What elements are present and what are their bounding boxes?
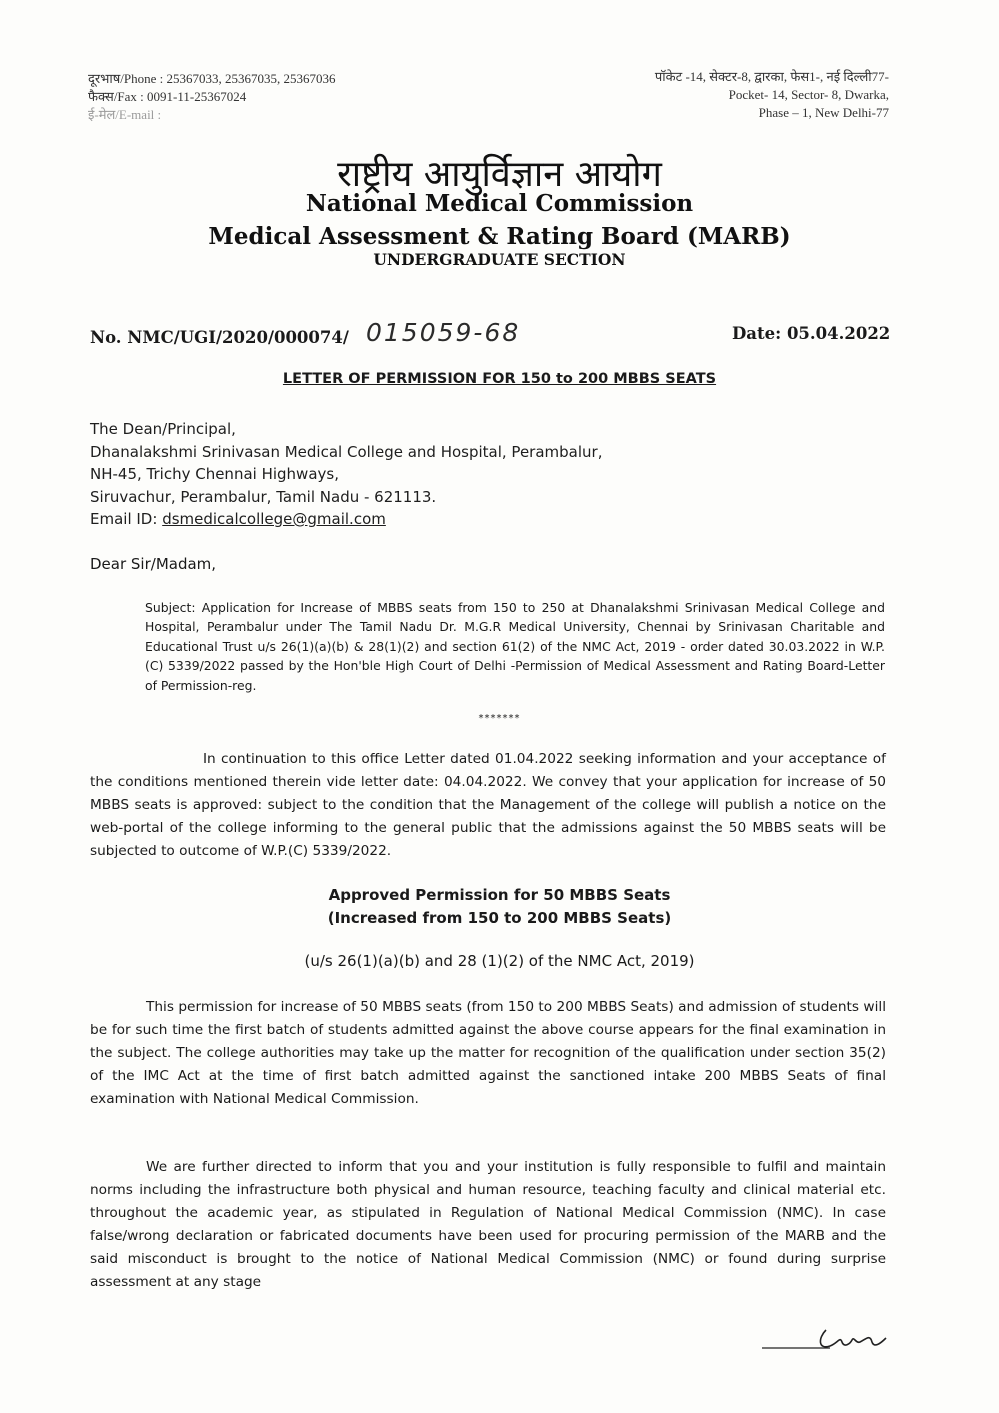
body-paragraph-3: We are further directed to inform that you and your institution is fully responsible to fulfil and maintain norms including the infrastructure both physical and human resource, teaching faculty and clinical material etc. throughout the academic year, as stipulated in Regulation of National Medical Commission (NMC). In case false/wrong declaration or fabricated documents have been used for procuring permission of the MARB and the said misconduct is brought to the notice of National Medical Commission (NMC) or found during surprise assessment at any stage bbox=[90, 1159, 886, 1290]
addressee-email-line bbox=[90, 508, 602, 531]
approved-heading bbox=[0, 884, 999, 930]
header-contact-block bbox=[88, 70, 335, 124]
salutation: Dear Sir/Madam, bbox=[90, 555, 217, 573]
subject-paragraph: Subject: Application for Increase of MBBS seats from 150 to 250 at Dhanalakshmi Srinivasan Medical College and Hospital, Perambalur under The Tamil Nadu Dr. M.G.R Medical University, Chennai by Srinivasan Charitable and Educational Trust u/s 26(1)(a)(b) & 28(1)(2) and section 61(2) of the NMC Act, 2019 - order dated 30.03.2022 in W.P.(C) 5339/2022 passed by the Hon'ble High Court of Delhi -Permission of Medical Assessment and Rating Board-Letter of Permission-reg. bbox=[145, 600, 885, 693]
board-name: Medical Assessment & Rating Board (MARB) bbox=[208, 223, 791, 250]
reference-number: No. NMC/UGI/2020/000074/ bbox=[90, 328, 349, 347]
email-link[interactable]: dsmedicalcollege@gmail.com bbox=[162, 510, 386, 528]
letter-date: Date: 05.04.2022 bbox=[732, 324, 891, 343]
header-address-hindi: पॉकेट -14, सेक्टर-8, द्वारका, फेस1-, नई दिल्ली77- bbox=[654, 69, 889, 84]
addressee-block bbox=[90, 418, 602, 531]
approved-heading-line1: Approved Permission for 50 MBBS Seats bbox=[328, 886, 671, 904]
handwritten-dispatch-number: 015059-68 bbox=[366, 318, 521, 347]
body-paragraph-2: This permission for increase of 50 MBBS seats (from 150 to 200 MBBS Seats) and admission of students will be for such time the first batch of students admitted against the above course appears for the final examination in the subject. The college authorities may take up the matter for recognition of the qualification under section 35(2) of the IMC Act at the time of first batch admitted against the sanctioned intake 200 MBBS Seats of final examination with National Medical Commission. bbox=[90, 999, 886, 1107]
addressee-line: Siruvachur, Perambalur, Tamil Nadu - 621113. bbox=[90, 487, 437, 506]
approved-heading-line2: (Increased from 150 to 200 MBBS Seats) bbox=[327, 909, 672, 927]
org-name: National Medical Commission bbox=[305, 190, 694, 217]
header-address-block bbox=[655, 68, 889, 122]
email-label: Email ID: bbox=[90, 510, 163, 528]
body-paragraph-1: In continuation to this office Letter dated 01.04.2022 seeking information and your acceptance of the conditions mentioned therein vide letter date: 04.04.2022. We convey that your application for increase of 50 MBBS seats is approved: subject to the condition that the Management of the college will publish a notice on the web-portal of the college informing to the general public that the admissions against the 50 MBBS seats will be subjected to outcome of W.P.(C) 5339/2022. bbox=[90, 751, 886, 859]
header-address-line2: Phase – 1, New Delhi-77 bbox=[758, 105, 889, 120]
handwritten-signature bbox=[760, 1312, 900, 1361]
org-hindi-name: राष्ट्रीय आयुर्विज्ञान आयोग bbox=[337, 154, 662, 195]
section-name: UNDERGRADUATE SECTION bbox=[373, 250, 626, 269]
separator-stars: ******* bbox=[478, 713, 521, 724]
header-address-line1: Pocket- 14, Sector- 8, Dwarka, bbox=[728, 87, 889, 102]
addressee-line: NH-45, Trichy Chennai Highways, bbox=[90, 465, 339, 483]
addressee-line: The Dean/Principal, bbox=[90, 420, 236, 438]
addressee-line: Dhanalakshmi Srinivasan Medical College and Hospital, Perambalur, bbox=[90, 442, 603, 461]
approved-section-reference: (u/s 26(1)(a)(b) and 28 (1)(2) of the NMC Act, 2019) bbox=[304, 952, 695, 970]
header-fax: फैक्स/Fax : 0091-11-25367024 bbox=[88, 89, 247, 104]
header-phone: दूरभाष/Phone : 25367033, 25367035, 25367036 bbox=[88, 71, 336, 86]
letter-title: LETTER OF PERMISSION FOR 150 to 200 MBBS SEATS bbox=[282, 371, 717, 387]
header-email: ई-मेल/E-mail : bbox=[88, 107, 162, 122]
